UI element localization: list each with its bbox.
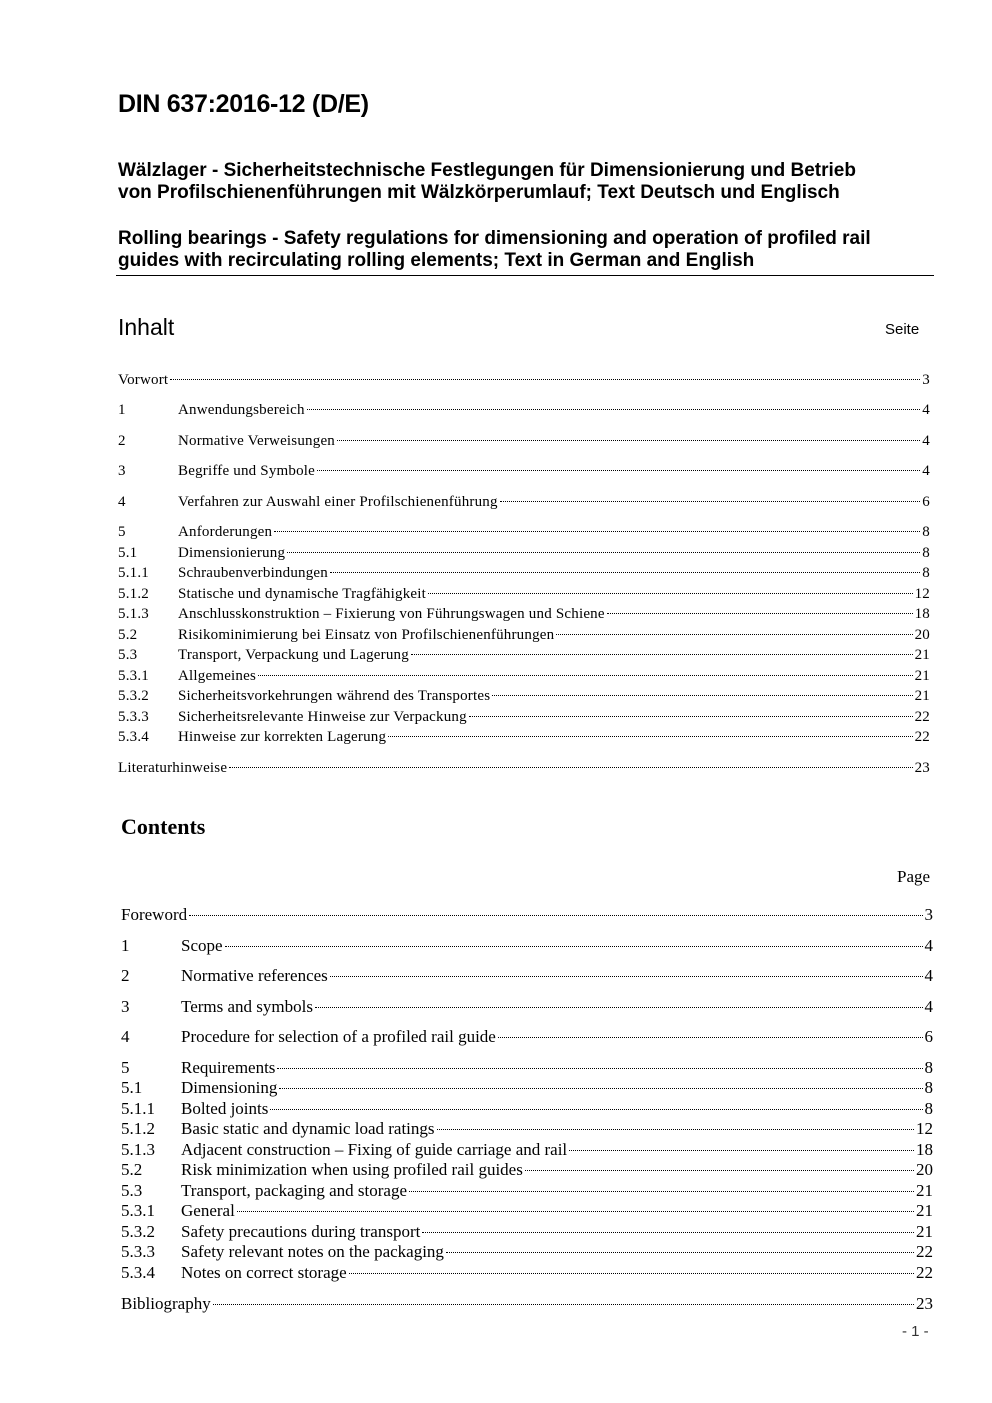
toc-entry-title: Transport, Verpackung und Lagerung (178, 647, 409, 663)
toc-entry-title: Safety precautions during transport (181, 1222, 421, 1241)
toc-entry-number: 5.3.2 (118, 688, 149, 704)
toc-entry[interactable] (118, 686, 930, 706)
toc-entry[interactable] (121, 1201, 933, 1221)
toc-entry-number: 5.1 (118, 545, 138, 561)
toc-entry-page: 20 (916, 1160, 933, 1179)
toc-entry-page: 4 (922, 433, 930, 449)
toc-dot-leader (279, 1088, 922, 1089)
toc-entry-number: 5.3.1 (118, 668, 149, 684)
toc-entry[interactable] (121, 1160, 933, 1180)
title-english-line-2: guides with recirculating rolling elements; Text in German and English (118, 250, 755, 271)
toc-dot-leader (349, 1273, 914, 1274)
toc-entry[interactable] (118, 707, 930, 727)
toc-entry-page: 6 (924, 1027, 933, 1046)
toc-entry-title: Schraubenverbindungen (178, 565, 328, 581)
toc-entry-page: 22 (914, 729, 930, 745)
title-english (118, 228, 938, 272)
toc-entry[interactable] (118, 666, 930, 686)
toc-entry[interactable] (121, 1058, 933, 1078)
toc-entry-number: 4 (118, 494, 126, 510)
toc-entry-number: 5.1.3 (121, 1140, 155, 1159)
toc-entry-page: 18 (914, 606, 930, 622)
toc-dot-leader (317, 470, 920, 471)
toc-entry-page: 23 (914, 760, 930, 776)
toc-entry-page: 4 (924, 936, 933, 955)
toc-entry[interactable] (121, 997, 933, 1017)
toc-entry[interactable] (118, 625, 930, 645)
toc-entry-title: Risikominimierung bei Einsatz von Profilschienenführungen (178, 627, 555, 643)
toc-entry[interactable] (118, 645, 930, 665)
toc-dot-leader (525, 1170, 914, 1171)
toc-dot-leader (258, 675, 913, 676)
toc-dot-leader (500, 501, 921, 502)
toc-dot-leader (411, 654, 913, 655)
toc-entry-page: 4 (922, 402, 930, 418)
title-english-line-1: Rolling bearings - Safety regulations for dimensioning and operation of profiled rail (118, 228, 871, 249)
toc-entry-title: Bolted joints (181, 1099, 269, 1118)
toc-entry[interactable] (121, 1294, 933, 1314)
header-divider (116, 275, 934, 276)
toc-entry-page: 22 (916, 1242, 933, 1261)
toc-entry-page: 21 (914, 647, 930, 663)
toc-dot-leader (277, 1068, 922, 1069)
toc-entry-title: Dimensioning (181, 1078, 278, 1097)
toc-entry-title: Sicherheitsrelevante Hinweise zur Verpackung (178, 709, 467, 725)
toc-dot-leader (189, 915, 922, 916)
toc-dot-leader (330, 976, 923, 977)
title-german-line-2: von Profilschienenführungen mit Wälzkörperumlauf; Text Deutsch und Englisch (118, 182, 840, 203)
toc-entry[interactable] (118, 431, 930, 451)
toc-dot-leader (330, 572, 920, 573)
toc-entry-number: 1 (121, 936, 130, 955)
toc-entry-title: Anschlusskonstruktion – Fixierung von Führungswagen und Schiene (178, 606, 605, 622)
toc-entry-title: Anwendungsbereich (178, 402, 305, 418)
toc-entry-title: Allgemeines (178, 668, 257, 684)
toc-entry[interactable] (121, 1078, 933, 1098)
toc-entry-page: 21 (916, 1201, 933, 1220)
toc-entry[interactable] (118, 400, 930, 420)
document-id: DIN 637:2016-12 (D/E) (118, 90, 369, 118)
toc-dot-leader (492, 695, 912, 696)
toc-entry-number: 2 (121, 966, 130, 985)
toc-entry-page: 12 (914, 586, 930, 602)
toc-entry[interactable] (121, 1242, 933, 1262)
toc-entry-title: Bibliography (121, 1294, 211, 1313)
toc-entry[interactable] (121, 1140, 933, 1160)
toc-entry-number: 5.1.2 (118, 586, 149, 602)
toc-entry-number: 5.1.3 (118, 606, 149, 622)
toc-entry-page: 3 (924, 905, 933, 924)
toc-entry-number: 5.3 (118, 647, 138, 663)
toc-entry-title: Basic static and dynamic load ratings (181, 1119, 435, 1138)
toc-dot-leader (287, 552, 920, 553)
toc-entry-title: Requirements (181, 1058, 276, 1077)
toc-entry-title: Risk minimization when using profiled rail guides (181, 1160, 523, 1179)
toc-entry-page: 22 (914, 709, 930, 725)
toc-entry-number: 5.2 (118, 627, 138, 643)
toc-entry-number: 4 (121, 1027, 130, 1046)
toc-entry-number: 2 (118, 433, 126, 449)
toc-dot-leader (225, 946, 923, 947)
toc-entry-number: 3 (121, 997, 130, 1016)
toc-entry[interactable] (121, 1119, 933, 1139)
toc-dot-leader (337, 440, 920, 441)
toc-dot-leader (446, 1252, 914, 1253)
toc-entry-title: Hinweise zur korrekten Lagerung (178, 729, 387, 745)
toc-entry-page: 8 (922, 565, 930, 581)
toc-entry[interactable] (118, 758, 930, 778)
toc-entry-title: Foreword (121, 905, 188, 924)
toc-heading-english: Contents (121, 814, 206, 839)
toc-dot-leader (437, 1129, 914, 1130)
toc-entry-title: Begriffe und Symbole (178, 463, 316, 479)
toc-entry[interactable] (121, 1181, 933, 1201)
toc-entry-page: 8 (924, 1078, 933, 1097)
toc-dot-leader (422, 1232, 914, 1233)
toc-entry-title: Verfahren zur Auswahl einer Profilschienenführung (178, 494, 498, 510)
toc-entry-page: 6 (922, 494, 930, 510)
toc-entry[interactable] (121, 1263, 933, 1283)
toc-dot-leader (469, 716, 913, 717)
toc-entry-title: Statische und dynamische Tragfähigkeit (178, 586, 426, 602)
toc-entry-page: 20 (914, 627, 930, 643)
toc-entry-page: 8 (922, 524, 930, 540)
title-german-line-1: Wälzlager - Sicherheitstechnische Festlegungen für Dimensionierung und Betrieb (118, 160, 856, 181)
toc-entry-number: 1 (118, 402, 126, 418)
toc-dot-leader (270, 1109, 922, 1110)
toc-entry-page: 18 (916, 1140, 933, 1159)
toc-entry-title: Scope (181, 936, 223, 955)
toc-entry-number: 5.1.2 (121, 1119, 155, 1138)
toc-dot-leader (274, 531, 920, 532)
toc-entry-page: 12 (916, 1119, 933, 1138)
toc-entry-page: 22 (916, 1263, 933, 1282)
toc-entry-number: 5.3.3 (121, 1242, 155, 1261)
toc-entry-page: 4 (924, 966, 933, 985)
toc-entry[interactable] (121, 1099, 933, 1119)
toc-dot-leader (170, 379, 920, 380)
toc-dot-leader (607, 613, 913, 614)
toc-dot-leader (213, 1304, 914, 1305)
toc-entry[interactable] (118, 563, 930, 583)
toc-entry-page: 21 (916, 1222, 933, 1241)
toc-entry-number: 5.3.2 (121, 1222, 155, 1241)
toc-entry-page: 21 (914, 668, 930, 684)
toc-entry-title: General (181, 1201, 235, 1220)
toc-dot-leader (498, 1037, 923, 1038)
toc-entry-title: Anforderungen (178, 524, 273, 540)
toc-entry-page: 8 (922, 545, 930, 561)
toc-dot-leader (307, 409, 921, 410)
toc-entry-number: 5.3.4 (118, 729, 149, 745)
toc-entry-page: 3 (922, 372, 930, 388)
toc-entry[interactable] (121, 1222, 933, 1242)
toc-entry[interactable] (118, 604, 930, 624)
toc-dot-leader (315, 1007, 923, 1008)
toc-entry-number: 5.3.3 (118, 709, 149, 725)
toc-dot-leader (409, 1191, 914, 1192)
toc-entry-page: 21 (914, 688, 930, 704)
toc-entry-title: Procedure for selection of a profiled rail guide (181, 1027, 496, 1046)
toc-entry-number: 5.3 (121, 1181, 143, 1200)
toc-entry-title: Sicherheitsvorkehrungen während des Transportes (178, 688, 491, 704)
toc-entry-title: Normative references (181, 966, 328, 985)
toc-entry-title: Transport, packaging and storage (181, 1181, 407, 1200)
toc-entry-number: 5.2 (121, 1160, 143, 1179)
page-column-label-german: Seite (885, 321, 920, 338)
title-german (118, 160, 938, 204)
toc-heading-german: Inhalt (118, 314, 175, 340)
toc-entry[interactable] (118, 522, 930, 542)
page-column-label-english: Page (897, 867, 931, 886)
toc-entry[interactable] (118, 584, 930, 604)
toc-entry[interactable] (118, 370, 930, 390)
toc-entry-number: 5.3.4 (121, 1263, 155, 1282)
toc-dot-leader (237, 1211, 914, 1212)
page-number: - 1 - (902, 1323, 929, 1340)
toc-entry-title: Vorwort (118, 372, 169, 388)
toc-dot-leader (428, 593, 913, 594)
toc-entry-title: Notes on correct storage (181, 1263, 347, 1282)
toc-entry-page: 23 (916, 1294, 933, 1313)
toc-entry-page: 4 (922, 463, 930, 479)
toc-entry-title: Normative Verweisungen (178, 433, 336, 449)
toc-entry[interactable] (121, 905, 933, 925)
toc-entry-number: 5.3.1 (121, 1201, 155, 1220)
toc-dot-leader (229, 767, 912, 768)
toc-entry-title: Dimensionierung (178, 545, 286, 561)
toc-entry-number: 5.1.1 (121, 1099, 155, 1118)
toc-entry-title: Terms and symbols (181, 997, 313, 1016)
toc-entry-number: 5 (118, 524, 126, 540)
toc-entry[interactable] (121, 936, 933, 956)
toc-entry[interactable] (118, 492, 930, 512)
toc-entry-title: Literaturhinweise (118, 760, 228, 776)
toc-entry-page: 8 (924, 1099, 933, 1118)
toc-entry[interactable] (121, 966, 933, 986)
toc-dot-leader (569, 1150, 914, 1151)
toc-entry-number: 5.1.1 (118, 565, 149, 581)
toc-entry-page: 8 (924, 1058, 933, 1077)
toc-entry-title: Safety relevant notes on the packaging (181, 1242, 444, 1261)
toc-entry-number: 3 (118, 463, 126, 479)
toc-entry[interactable] (118, 727, 930, 747)
toc-dot-leader (388, 736, 912, 737)
toc-dot-leader (556, 634, 912, 635)
toc-entry[interactable] (121, 1027, 933, 1047)
toc-entry[interactable] (118, 461, 930, 481)
toc-entry-page: 21 (916, 1181, 933, 1200)
toc-entry-page: 4 (924, 997, 933, 1016)
toc-entry[interactable] (118, 543, 930, 563)
toc-entry-number: 5 (121, 1058, 130, 1077)
toc-entry-number: 5.1 (121, 1078, 143, 1097)
toc-entry-title: Adjacent construction – Fixing of guide carriage and rail (181, 1140, 568, 1159)
